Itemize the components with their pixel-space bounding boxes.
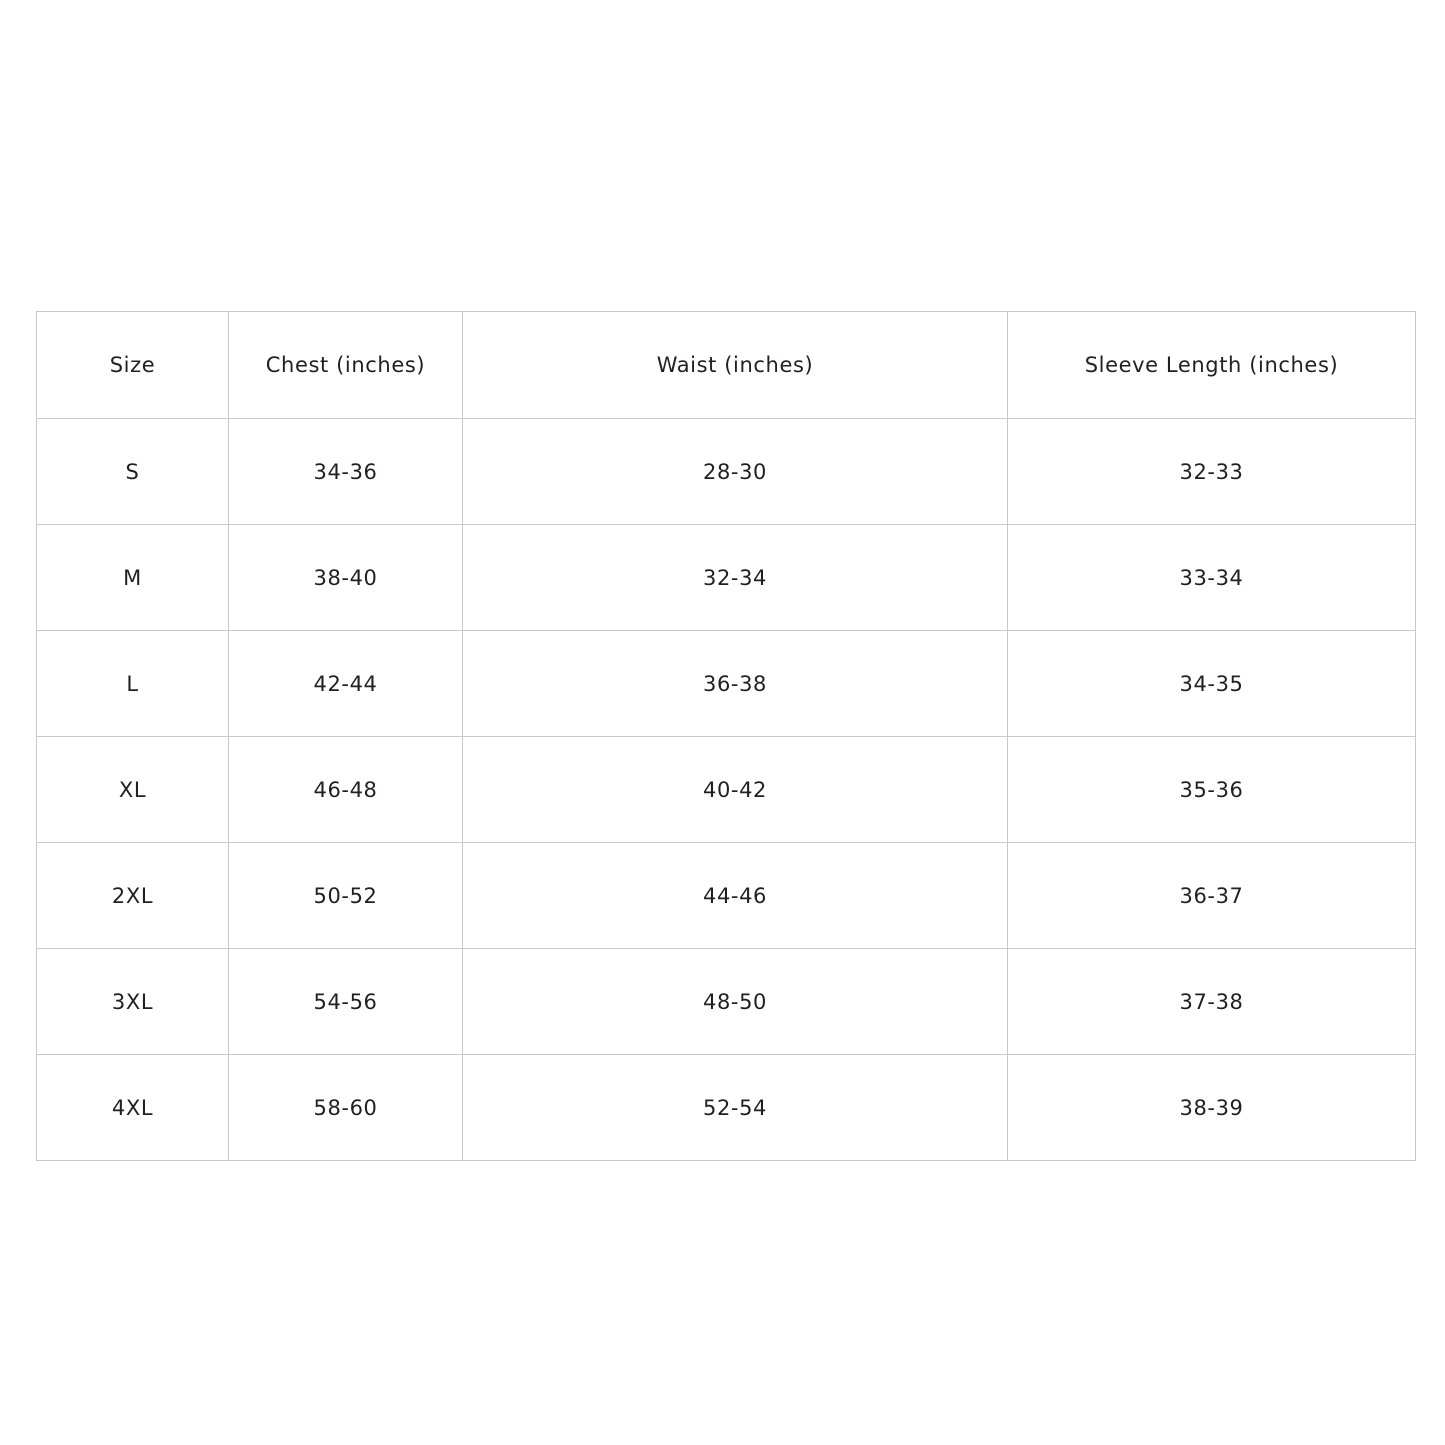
cell-chest: 34-36: [229, 419, 463, 525]
cell-waist: 32-34: [463, 525, 1008, 631]
table-body: [37, 419, 1416, 1161]
cell-waist: 40-42: [463, 737, 1008, 843]
cell-sleeve: 32-33: [1008, 419, 1416, 525]
table-row: [37, 737, 1416, 843]
table-header: [37, 312, 1416, 419]
cell-size: S: [37, 419, 229, 525]
table-header-row: [37, 312, 1416, 419]
cell-waist: 36-38: [463, 631, 1008, 737]
table-row: [37, 419, 1416, 525]
cell-waist: 28-30: [463, 419, 1008, 525]
cell-sleeve: 34-35: [1008, 631, 1416, 737]
cell-size: 3XL: [37, 949, 229, 1055]
cell-sleeve: 38-39: [1008, 1055, 1416, 1161]
cell-waist: 52-54: [463, 1055, 1008, 1161]
size-chart-table: [36, 311, 1416, 1161]
cell-chest: 46-48: [229, 737, 463, 843]
column-header-size: Size: [37, 312, 229, 419]
table-row: [37, 1055, 1416, 1161]
cell-chest: 50-52: [229, 843, 463, 949]
column-header-sleeve-length: Sleeve Length (inches): [1008, 312, 1416, 419]
cell-size: XL: [37, 737, 229, 843]
cell-waist: 44-46: [463, 843, 1008, 949]
cell-waist: 48-50: [463, 949, 1008, 1055]
cell-chest: 38-40: [229, 525, 463, 631]
column-header-chest: Chest (inches): [229, 312, 463, 419]
cell-sleeve: 37-38: [1008, 949, 1416, 1055]
cell-sleeve: 35-36: [1008, 737, 1416, 843]
cell-chest: 54-56: [229, 949, 463, 1055]
cell-chest: 58-60: [229, 1055, 463, 1161]
cell-size: 4XL: [37, 1055, 229, 1161]
table-row: [37, 949, 1416, 1055]
cell-size: L: [37, 631, 229, 737]
cell-size: M: [37, 525, 229, 631]
cell-sleeve: 36-37: [1008, 843, 1416, 949]
cell-size: 2XL: [37, 843, 229, 949]
cell-chest: 42-44: [229, 631, 463, 737]
table-row: [37, 525, 1416, 631]
table-row: [37, 843, 1416, 949]
column-header-waist: Waist (inches): [463, 312, 1008, 419]
cell-sleeve: 33-34: [1008, 525, 1416, 631]
table-row: [37, 631, 1416, 737]
